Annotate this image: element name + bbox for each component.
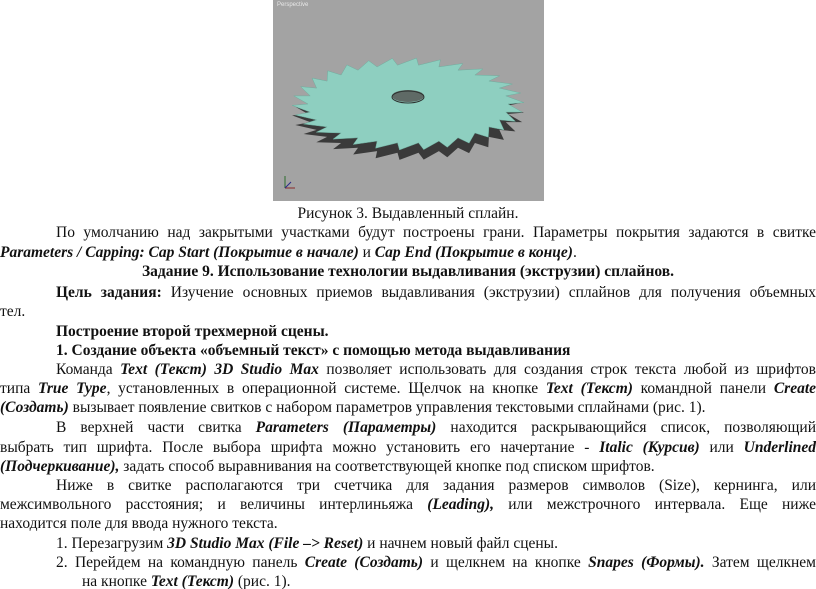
list-item-2-line-1: 2. Перейдем на командную панель Create (Создать) и щелкнем на кнопке Snapes (Формы). Затем щелкнем — [56, 554, 816, 571]
goal-line-1: Цель задания: Изучение основных приемов выдавливания (экструзии) сплайнов для получения объемных — [56, 284, 816, 301]
paragraph-4-line-3: находится поле для ввода нужного текста. — [0, 515, 278, 532]
paragraph-4-line-2: межсимвольного расстояния; и величины интерлиньяжа (Leading), или межстрочного интервала. Еще ниже — [0, 496, 816, 513]
axis-gizmo — [285, 176, 295, 188]
paragraph-3-line-3: (Подчеркивание), задать способ выравнивания на соответствующей кнопке под списком шрифтов. — [0, 458, 655, 475]
section-heading: Построение второй трехмерной сцены. — [56, 323, 329, 340]
figure-viewport — [273, 0, 544, 201]
paragraph-4-line-1: Ниже в свитке располагаются три счетчика для задания размеров символов (Size), кернинга, или — [56, 477, 816, 494]
list-item-2-line-2: на кнопке Text (Текст) (рис. 1). — [82, 573, 291, 589]
paragraph-2-line-3: (Создать) вызывает появление свитков с набором параметров управления текстовыми сплайнами (рис. 1). — [0, 399, 706, 416]
gear-hole — [392, 90, 424, 102]
goal-line-2: тел. — [0, 303, 26, 320]
paragraph-3-line-2: выбрать тип шрифта. После выбора шрифта можно установить его начертание - Italic (Курсив) или Underlined — [0, 439, 816, 456]
list-item-1: 1. Перезагрузим 3D Studio Max (File –> Reset) и начнем новый файл сцены. — [56, 535, 558, 552]
figure-caption: Рисунок 3. Выдавленный сплайн. — [297, 205, 519, 222]
task-heading: Задание 9. Использование технологии выдавливания (экструзии) сплайнов. — [141, 263, 675, 280]
paragraph-2-line-2: типа True Type, установленных в операционной системе. Щелчок на кнопке Text (Текст) командной панели Create — [0, 380, 816, 397]
paragraph-1-line-1: По умолчанию над закрытыми участками будут построены грани. Параметры покрытия задаются в свитке — [56, 224, 816, 241]
gear-render — [273, 0, 544, 201]
paragraph-1-line-2: Parameters / Capping: Cap Start (Покрытие в начале) и Cap End (Покрытие в конце). — [0, 244, 577, 261]
paragraph-3-line-1: В верхней части свитка Parameters (Параметры) находится раскрывающийся список, позволяющий — [56, 419, 816, 436]
viewport-label: Perspective — [277, 2, 309, 8]
subsection-heading: 1. Создание объекта «объемный текст» с помощью метода выдавливания — [56, 342, 571, 359]
paragraph-2-line-1: Команда Text (Текст) 3D Studio Max позволяет использовать для создания строк текста любой из шрифтов — [56, 361, 816, 378]
